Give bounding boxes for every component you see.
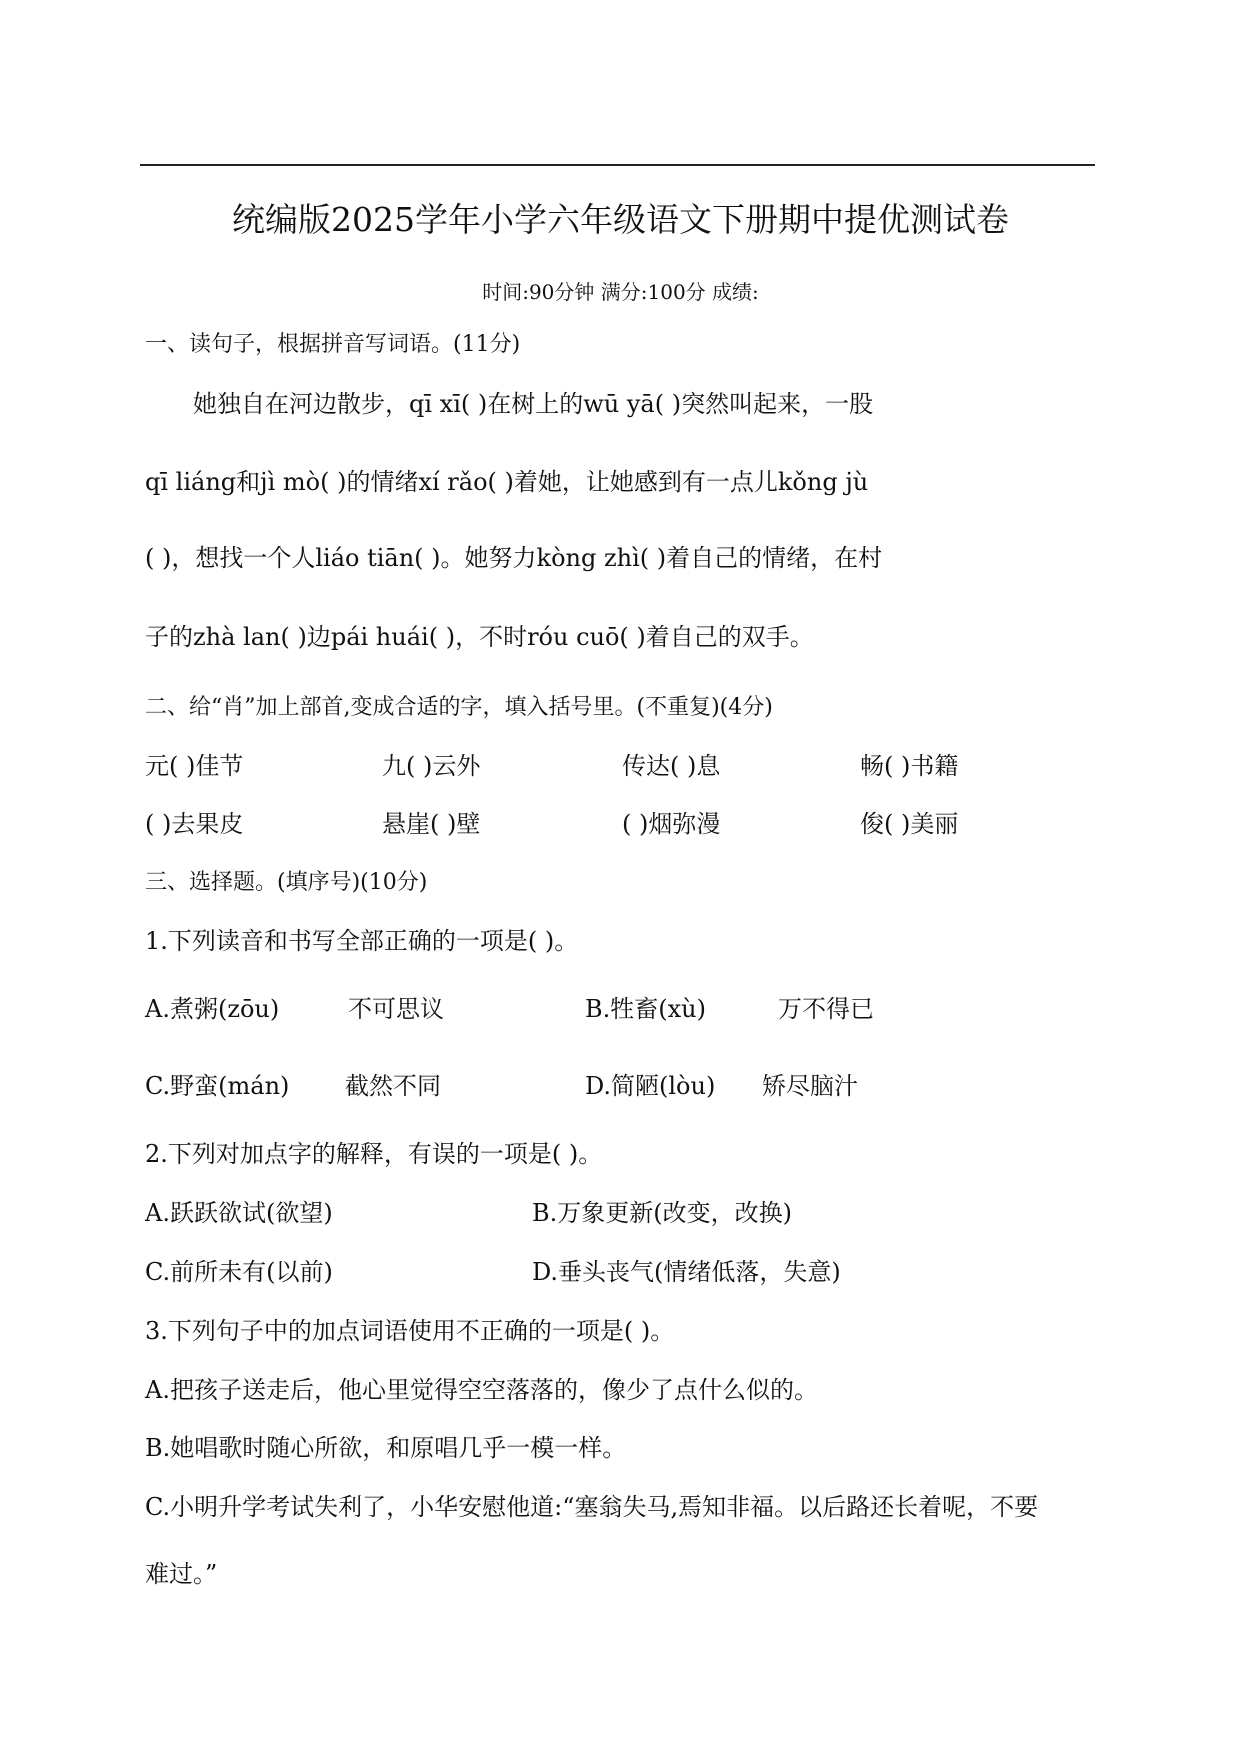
q2-option-d: D.垂头丧气(情绪低落，失意) bbox=[532, 1258, 841, 1286]
q1-option-a: A.煮粥(zōu) bbox=[145, 995, 280, 1023]
q2-option-c: C.前所未有(以前) bbox=[145, 1258, 333, 1286]
q2-option-b: B.万象更新(改变，改换) bbox=[532, 1199, 792, 1227]
section1-heading: 一、读句子，根据拼音写词语。(11分) bbox=[145, 332, 521, 357]
header-rule bbox=[140, 164, 1095, 166]
exam-info: 时间:90分钟 满分:100分 成绩: bbox=[482, 280, 759, 304]
section3-heading: 三、选择题。(填序号)(10分) bbox=[145, 870, 428, 895]
q3-option-c: C.小明升学考试失利了，小华安慰他道:“塞翁失马,焉知非福。以后路还长着呢，不要 bbox=[145, 1493, 1039, 1521]
q1-option-d: D.简陋(lòu) bbox=[585, 1072, 716, 1100]
section1-line-2: qī liáng和jì mò( )的情绪xí rǎo( )着她，让她感到有一点儿kǒng jù bbox=[145, 468, 869, 496]
q1-option-c: C.野蛮(mán) bbox=[145, 1072, 290, 1100]
q1-option-b: B.牲畜(xù) bbox=[585, 995, 706, 1023]
page-title: 统编版2025学年小学六年级语文下册期中提优测试卷 bbox=[232, 200, 1009, 239]
fill-item: ( )烟弥漫 bbox=[622, 810, 721, 838]
q3-option-b: B.她唱歌时随心所欲，和原唱几乎一模一样。 bbox=[145, 1434, 627, 1462]
q3-option-c-cont: 难过。” bbox=[145, 1560, 218, 1588]
q3-option-a: A.把孩子送走后，他心里觉得空空落落的，像少了点什么似的。 bbox=[145, 1376, 818, 1404]
fill-item: 传达( )息 bbox=[622, 752, 721, 780]
section1-line-3: ( )，想找一个人liáo tiān( )。她努力kòng zhì( )着自己的情绪，在村 bbox=[145, 544, 883, 572]
fill-item: 九( )云外 bbox=[382, 752, 481, 780]
q2-option-a: A.跃跃欲试(欲望) bbox=[145, 1199, 333, 1227]
section1-line-1: 她独自在河边散步，qī xī( )在树上的wū yā( )突然叫起来，一股 bbox=[193, 390, 874, 418]
section2-heading: 二、给“肖”加上部首,变成合适的字，填入括号里。(不重复)(4分) bbox=[145, 695, 773, 720]
q1-option-b-idiom: 万不得已 bbox=[778, 995, 874, 1023]
fill-item: 悬崖( )壁 bbox=[382, 810, 481, 838]
section1-line-4: 子的zhà lan( )边pái huái( )，不时róu cuō( )着自己的双手。 bbox=[145, 623, 814, 651]
q2-stem: 2.下列对加点字的解释，有误的一项是( )。 bbox=[145, 1140, 603, 1168]
fill-item: ( )去果皮 bbox=[145, 810, 244, 838]
q3-stem: 3.下列句子中的加点词语使用不正确的一项是( )。 bbox=[145, 1317, 675, 1345]
fill-item: 元( )佳节 bbox=[145, 752, 244, 780]
fill-item: 俊( )美丽 bbox=[860, 810, 959, 838]
q1-option-d-idiom: 矫尽脑汁 bbox=[762, 1072, 858, 1100]
q1-option-a-idiom: 不可思议 bbox=[348, 995, 444, 1023]
fill-item: 畅( )书籍 bbox=[860, 752, 959, 780]
q1-stem: 1.下列读音和书写全部正确的一项是( )。 bbox=[145, 927, 579, 955]
q1-option-c-idiom: 截然不同 bbox=[345, 1072, 441, 1100]
